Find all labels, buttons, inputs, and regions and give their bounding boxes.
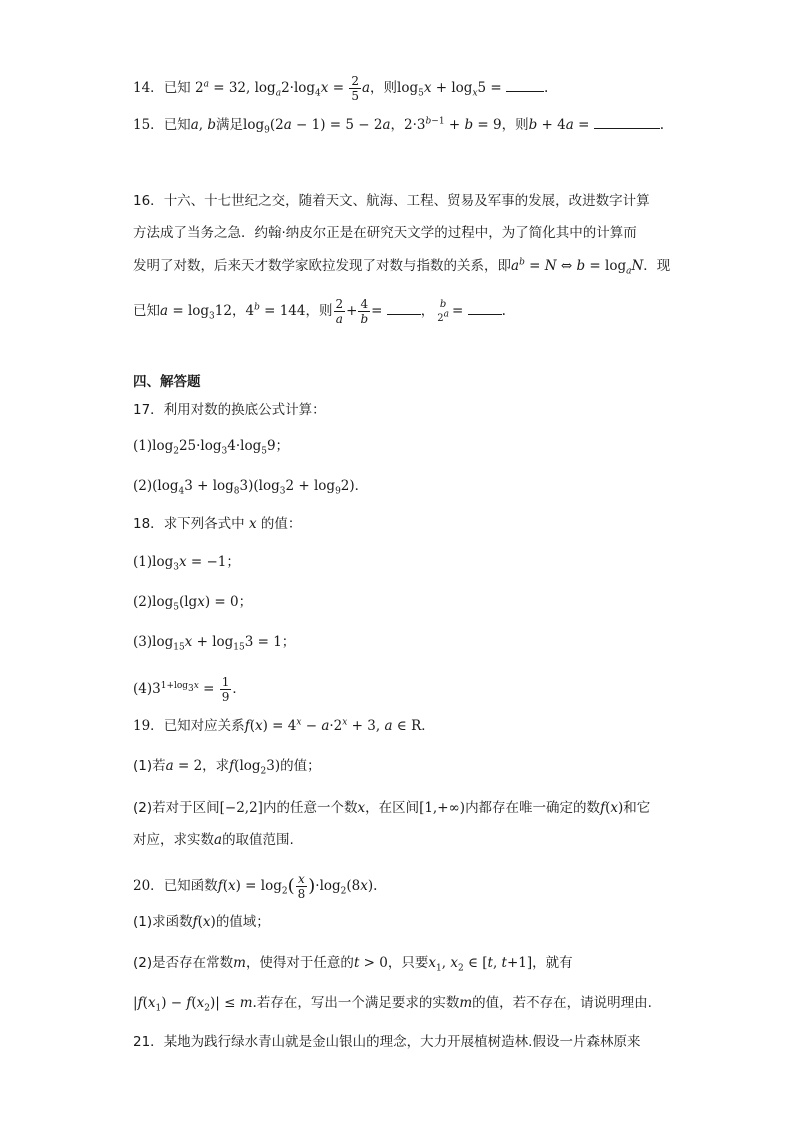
fraction: $\frac{1}{9}$ — [221, 675, 230, 704]
question-16-line2: 方法成了当务之急．约翰·纳皮尔正是在研究天文学的过程中，为了简化其中的计算而 — [133, 225, 637, 241]
question-15: 15．已知a, b满足$\log_9(2a - 1) = 5 - 2a$，$2\cdot 3^{b-1} + b = 9$，则b + 4a = . — [133, 116, 665, 136]
question-20-part2-cont: $|f(x_1) - f(x_2)| \le m$.若存在，写出一个满足要求的实数m的值，若不存在，请说明理由. — [133, 995, 652, 1014]
question-19-part2-cont: 对应，求实数a的取值范围. — [133, 832, 294, 848]
question-18-part3: $(3)\log_{15}x + \log_{15}3 = 1$； — [133, 634, 296, 653]
question-21: 21．某地为践行绿水青山就是金山银山的理念，大力开展植树造林.假设一片森林原来 — [133, 1034, 641, 1050]
question-18-part2: $(2)\log_5(\lg x) = 0$； — [133, 594, 253, 613]
question-17-part2: $(2)(\log_43 + \log_83)(\log_32 + \log_92)$． — [133, 478, 369, 497]
question-17-part1: $(1)\log_225\cdot\log_34\cdot\log_59$； — [133, 438, 290, 457]
question-20-part1: (1)求函数f(x)的值域； — [133, 914, 270, 930]
section-heading: 四、解答题 — [133, 374, 201, 390]
question-19: 19．已知对应关系$f(x) = 4^x - a\cdot 2^x + 3$, a ∈ R． — [133, 717, 435, 734]
question-18-part4: $(4)3^{1+log_3x}$ = $\frac{1}{9}$ ． — [133, 675, 246, 704]
question-19-part1: (1)若a = 2，求$f(\log_23)$的值； — [133, 758, 321, 777]
answer-blank[interactable] — [594, 116, 660, 129]
answer-blank[interactable] — [506, 79, 544, 92]
question-19-part2: (2)若对于区间[−2,2]内的任意一个数x，在区间[1,+∞)内都存在唯一确定的数f(x)和它 — [133, 800, 651, 816]
question-16-line4: 已知$a = \log_312$，$4^b = 144$，则 $\frac{2}{a}$ + $\frac{4}{b}$ = ， b 2$^a$ = . — [133, 297, 506, 326]
question-18-part1: $(1)\log_3x = -1$； — [133, 554, 240, 573]
question-20: 20．已知函数$f(x) = \log_2$( $\frac{x}{8}$ )$\cdot\log_2(8x)$. — [133, 872, 378, 901]
question-20-part2: (2)是否存在常数m，使得对于任意的t > 0，只要$x_1$, $x_2$ ∈ [t, t+1]，就有 — [133, 955, 573, 974]
answer-blank[interactable] — [387, 302, 421, 315]
question-17: 17．利用对数的换底公式计算： — [133, 402, 326, 418]
fraction: $\frac{2}{5}$ — [351, 74, 359, 103]
question-16-line1: 16．十六、十七世纪之交，随着天文、航海、工程、贸易及军事的发展，改进数字计算 — [133, 193, 650, 209]
fraction: $\frac{x}{8}$ — [297, 872, 306, 901]
answer-blank[interactable] — [468, 302, 502, 315]
fraction: $\frac{2}{a}$ — [335, 297, 344, 326]
question-18: 18．求下列各式中 x 的值： — [133, 516, 302, 532]
question-14: 14．已知 $2^a = 32$, $\log_a2\cdot\log_4x$ = $\frac{2}{5}$ a，则$\log_5x + \log_x5$ = . — [133, 74, 549, 103]
question-16-line3: 发明了对数，后来天才数学家欧拉发现了对数与指数的关系，即$a^b = N$ ⇔ $b = \log_aN$．现 — [133, 257, 671, 277]
fraction: $\frac{4}{b}$ — [360, 297, 369, 326]
fraction: b 2$^a$ — [437, 298, 449, 324]
